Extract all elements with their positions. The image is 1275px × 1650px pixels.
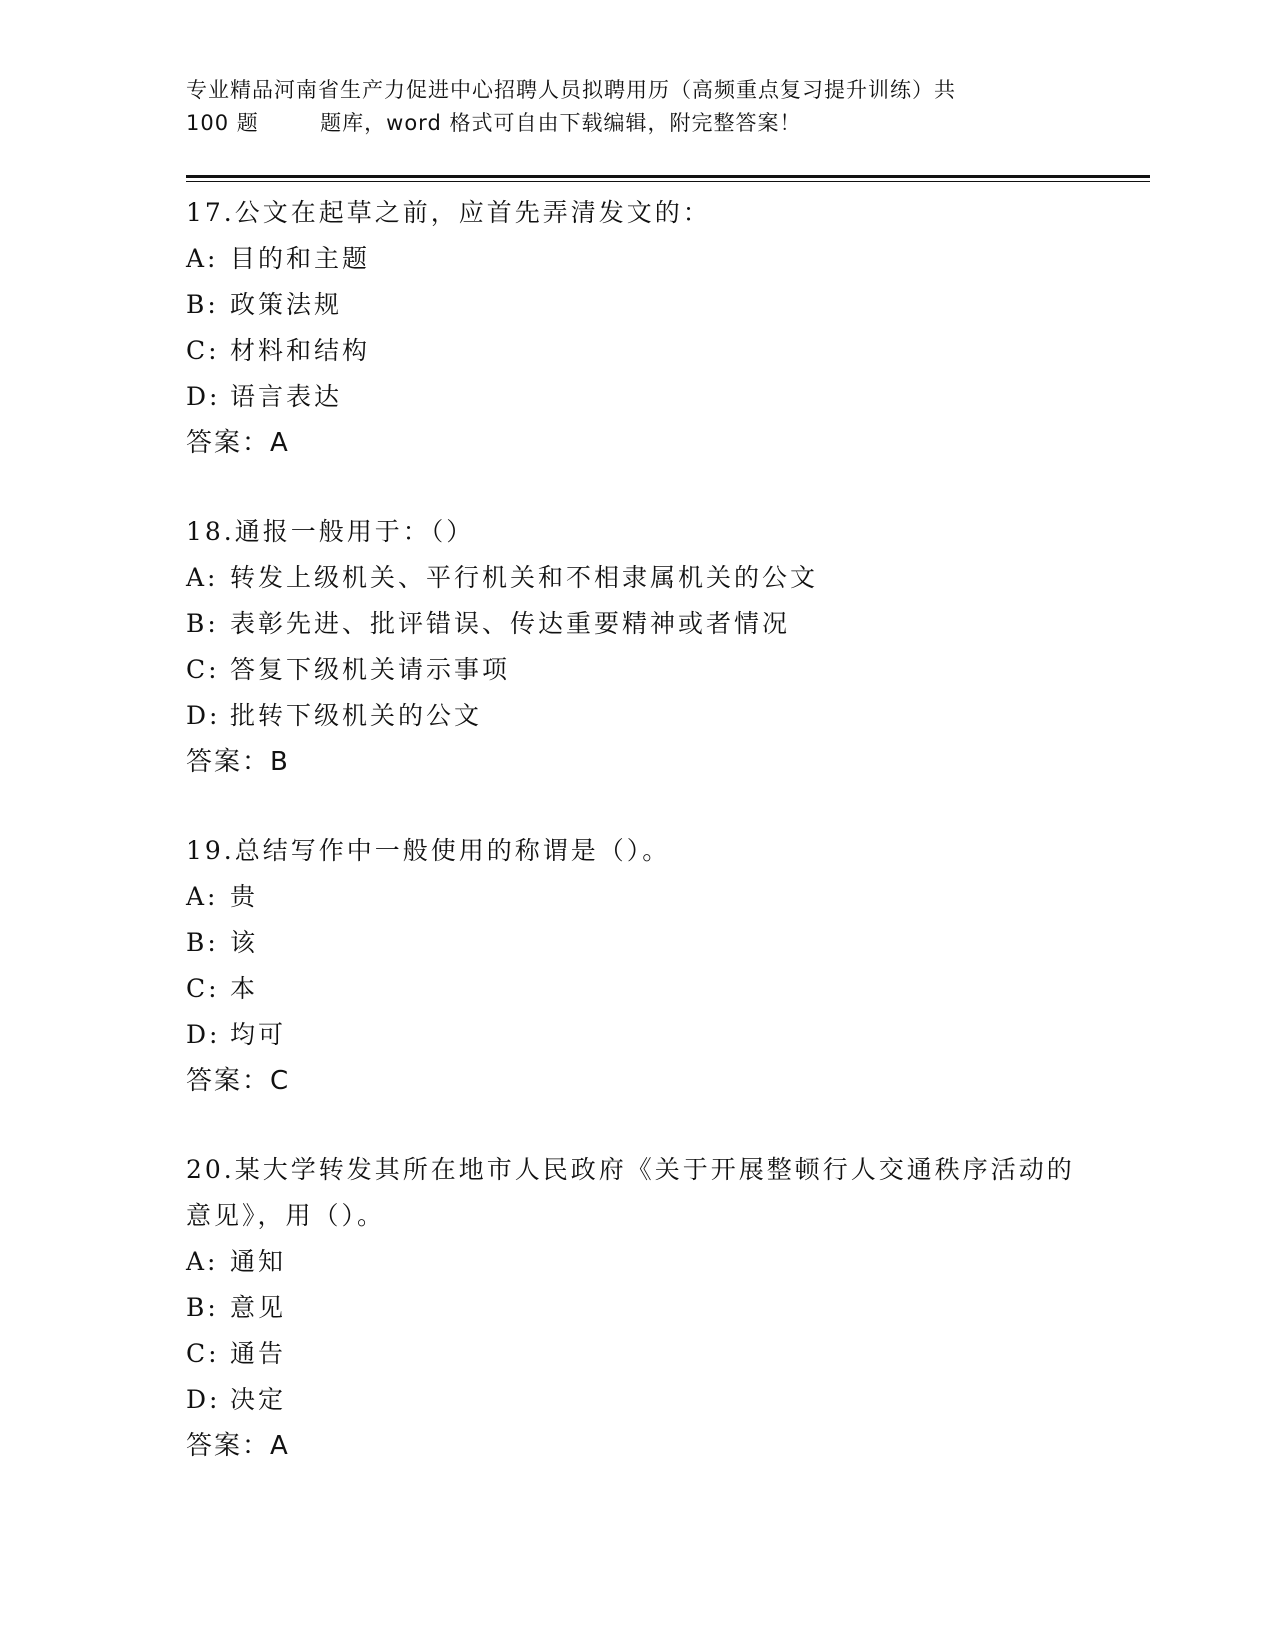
option-text: 目的和主题: [230, 244, 371, 273]
option-label: A:: [186, 563, 219, 592]
question-text: 18.通报一般用于：（）: [186, 517, 475, 546]
option-text: 材料和结构: [230, 336, 371, 365]
question-19: [186, 828, 1146, 1104]
option-label: A:: [186, 882, 219, 911]
option-label: D:: [186, 701, 221, 730]
option-label: B:: [186, 609, 219, 638]
option-a: [186, 1239, 1146, 1285]
option-label: A:: [186, 244, 219, 273]
question-text: 17.公文在起草之前，应首先弄清发文的：: [186, 198, 711, 227]
question-text: 19.总结写作中一般使用的称谓是（）。: [186, 836, 671, 865]
header-divider-thin: [186, 181, 1150, 182]
question-text: 20.某大学转发其所在地市人民政府《关于开展整顿行人交通秩序活动的意见》，用（）。: [186, 1155, 1075, 1230]
option-text: 本: [230, 974, 259, 1003]
option-c: [186, 1331, 1146, 1377]
option-label: B:: [186, 290, 219, 319]
option-text: 意见: [230, 1293, 287, 1322]
option-text: 通知: [230, 1247, 287, 1276]
option-text: 通告: [230, 1339, 287, 1368]
option-label: D:: [186, 382, 221, 411]
option-text: 答复下级机关请示事项: [230, 655, 511, 684]
option-d: [186, 1012, 1146, 1058]
question-20: [186, 1147, 1146, 1469]
option-c: [186, 647, 1146, 693]
option-label: C:: [186, 655, 220, 684]
option-text: 政策法规: [230, 290, 343, 319]
option-label: C:: [186, 1339, 220, 1368]
option-text: 该: [230, 928, 259, 957]
answer-line: 答案：B: [186, 747, 290, 777]
option-label: A:: [186, 1247, 219, 1276]
option-b: [186, 1285, 1146, 1331]
option-c: [186, 328, 1146, 374]
answer-line: 答案：A: [186, 1431, 290, 1461]
option-c: [186, 966, 1146, 1012]
header-title-line-1: 专业精品河南省生产力促进中心招聘人员拟聘用历（高频重点复习提升训练）共: [186, 78, 956, 102]
option-text: 语言表达: [230, 382, 343, 411]
option-d: [186, 374, 1146, 420]
option-label: C:: [186, 336, 220, 365]
option-b: [186, 601, 1146, 647]
option-label: D:: [186, 1385, 221, 1414]
option-a: [186, 874, 1146, 920]
option-a: [186, 555, 1146, 601]
header-title-line-2: 100 题 题库，word 格式可自由下载编辑，附完整答案！: [186, 111, 802, 135]
option-label: D:: [186, 1020, 221, 1049]
option-label: C:: [186, 974, 220, 1003]
option-label: B:: [186, 1293, 219, 1322]
option-b: [186, 920, 1146, 966]
option-text: 批转下级机关的公文: [230, 701, 483, 730]
question-list: [186, 190, 1146, 1469]
option-a: [186, 236, 1146, 282]
document-header: [186, 74, 1086, 140]
option-text: 表彰先进、批评错误、传达重要精神或者情况: [230, 609, 791, 638]
option-d: [186, 1377, 1146, 1423]
option-text: 均可: [230, 1020, 287, 1049]
question-17: [186, 190, 1146, 466]
question-18: [186, 509, 1146, 785]
option-text: 决定: [230, 1385, 287, 1414]
option-label: B:: [186, 928, 219, 957]
option-text: 贵: [230, 882, 259, 911]
answer-line: 答案：C: [186, 1066, 291, 1096]
header-divider-thick: [186, 175, 1150, 178]
option-b: [186, 282, 1146, 328]
option-d: [186, 693, 1146, 739]
option-text: 转发上级机关、平行机关和不相隶属机关的公文: [230, 563, 819, 592]
answer-line: 答案：A: [186, 428, 290, 458]
